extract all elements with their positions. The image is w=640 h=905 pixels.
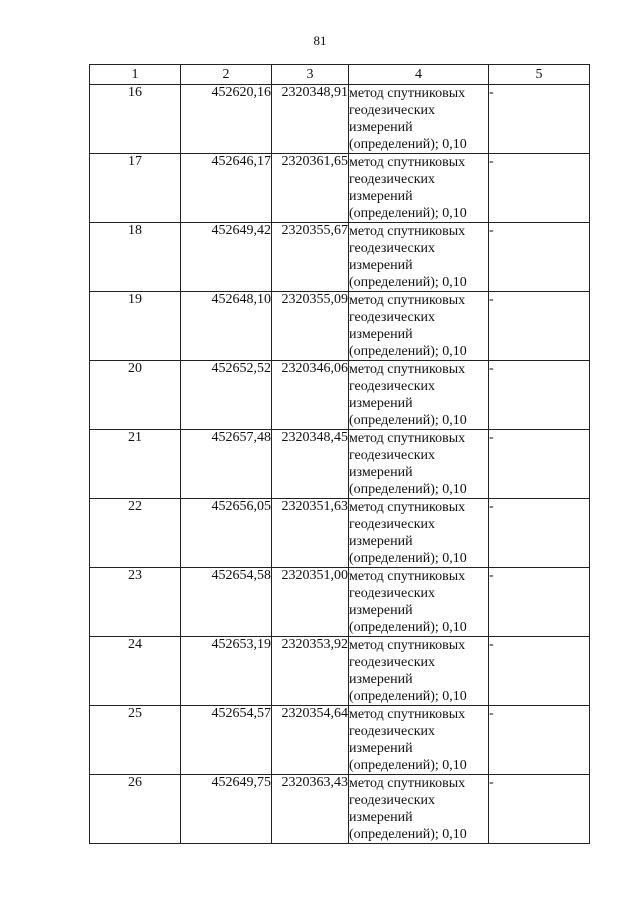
point-number-cell: 18 [90,223,181,292]
method-text-line: метод спутниковых [349,431,466,446]
method-cell [349,361,489,430]
method-text-line: геодезических [349,172,436,187]
method-text-line: измерений [349,534,413,549]
x-coordinate-cell: 452646,17 [181,154,272,223]
table-row [90,499,590,568]
method-cell [349,223,489,292]
note-cell: - [489,292,590,361]
note-cell: - [489,568,590,637]
method-text-line: геодезических [349,655,436,670]
method-cell [349,85,489,154]
method-cell [349,154,489,223]
column-header: 3 [272,65,349,85]
method-text-line: (определений); 0,10 [349,275,467,290]
page-number: 81 [313,33,327,48]
y-coordinate-cell: 2320361,65 [272,154,349,223]
table-row [90,637,590,706]
method-cell [349,775,489,844]
table-row [90,292,590,361]
method-text-line: измерений [349,120,413,135]
y-coordinate-cell: 2320363,43 [272,775,349,844]
y-coordinate-cell: 2320354,64 [272,706,349,775]
method-text-line: (определений); 0,10 [349,827,467,842]
point-number-cell: 25 [90,706,181,775]
method-text-line: измерений [349,603,413,618]
note-cell: - [489,775,590,844]
point-number-cell: 24 [90,637,181,706]
x-coordinate-cell: 452657,48 [181,430,272,499]
table-row [90,706,590,775]
y-coordinate-cell: 2320353,92 [272,637,349,706]
note-cell: - [489,85,590,154]
method-text-line: метод спутниковых [349,569,466,584]
method-text-line: (определений); 0,10 [349,482,467,497]
method-text-line: (определений); 0,10 [349,551,467,566]
method-cell [349,499,489,568]
method-text-line: геодезических [349,793,436,808]
method-text-line: метод спутниковых [349,293,466,308]
method-text-line: геодезических [349,310,436,325]
method-cell [349,292,489,361]
note-cell: - [489,430,590,499]
x-coordinate-cell: 452656,05 [181,499,272,568]
method-text-line: измерений [349,465,413,480]
note-cell: - [489,637,590,706]
x-coordinate-cell: 452620,16 [181,85,272,154]
method-cell [349,430,489,499]
method-text-line: измерений [349,258,413,273]
table-row [90,85,590,154]
x-coordinate-cell: 452648,10 [181,292,272,361]
method-text-line: геодезических [349,448,436,463]
x-coordinate-cell: 452652,52 [181,361,272,430]
note-cell: - [489,706,590,775]
point-number-cell: 20 [90,361,181,430]
table-row [90,568,590,637]
point-number-cell: 19 [90,292,181,361]
x-coordinate-cell: 452649,42 [181,223,272,292]
table-row [90,223,590,292]
method-cell [349,568,489,637]
method-cell [349,706,489,775]
point-number-cell: 26 [90,775,181,844]
column-header: 4 [349,65,489,85]
table-row [90,154,590,223]
x-coordinate-cell: 452654,57 [181,706,272,775]
method-text-line: измерений [349,327,413,342]
method-text-line: метод спутниковых [349,500,466,515]
method-text-line: геодезических [349,103,436,118]
method-text-line: измерений [349,810,413,825]
method-text-line: (определений); 0,10 [349,206,467,221]
column-header: 5 [489,65,590,85]
y-coordinate-cell: 2320355,67 [272,223,349,292]
note-cell: - [489,499,590,568]
y-coordinate-cell: 2320351,63 [272,499,349,568]
method-text-line: геодезических [349,517,436,532]
method-text-line: метод спутниковых [349,86,466,101]
table-row [90,361,590,430]
method-text-line: метод спутниковых [349,224,466,239]
x-coordinate-cell: 452653,19 [181,637,272,706]
x-coordinate-cell: 452654,58 [181,568,272,637]
method-text-line: (определений); 0,10 [349,413,467,428]
method-text-line: измерений [349,189,413,204]
method-text-line: измерений [349,396,413,411]
y-coordinate-cell: 2320355,09 [272,292,349,361]
column-header: 1 [90,65,181,85]
point-number-cell: 17 [90,154,181,223]
method-text-line: измерений [349,741,413,756]
point-number-cell: 22 [90,499,181,568]
coordinates-table [89,64,590,844]
point-number-cell: 16 [90,85,181,154]
method-text-line: геодезических [349,241,436,256]
note-cell: - [489,154,590,223]
method-text-line: геодезических [349,379,436,394]
method-text-line: метод спутниковых [349,362,466,377]
method-text-line: (определений); 0,10 [349,620,467,635]
x-coordinate-cell: 452649,75 [181,775,272,844]
method-text-line: метод спутниковых [349,638,466,653]
y-coordinate-cell: 2320346,06 [272,361,349,430]
note-cell: - [489,361,590,430]
method-text-line: (определений); 0,10 [349,344,467,359]
y-coordinate-cell: 2320348,91 [272,85,349,154]
table-row [90,775,590,844]
column-header: 2 [181,65,272,85]
method-text-line: (определений); 0,10 [349,137,467,152]
point-number-cell: 23 [90,568,181,637]
y-coordinate-cell: 2320351,00 [272,568,349,637]
method-text-line: (определений); 0,10 [349,689,467,704]
y-coordinate-cell: 2320348,45 [272,430,349,499]
method-text-line: метод спутниковых [349,776,466,791]
point-number-cell: 21 [90,430,181,499]
method-text-line: метод спутниковых [349,707,466,722]
method-text-line: геодезических [349,586,436,601]
method-text-line: геодезических [349,724,436,739]
method-cell [349,637,489,706]
table-row [90,430,590,499]
method-text-line: метод спутниковых [349,155,466,170]
table-header-row [90,65,590,85]
method-text-line: измерений [349,672,413,687]
note-cell: - [489,223,590,292]
method-text-line: (определений); 0,10 [349,758,467,773]
